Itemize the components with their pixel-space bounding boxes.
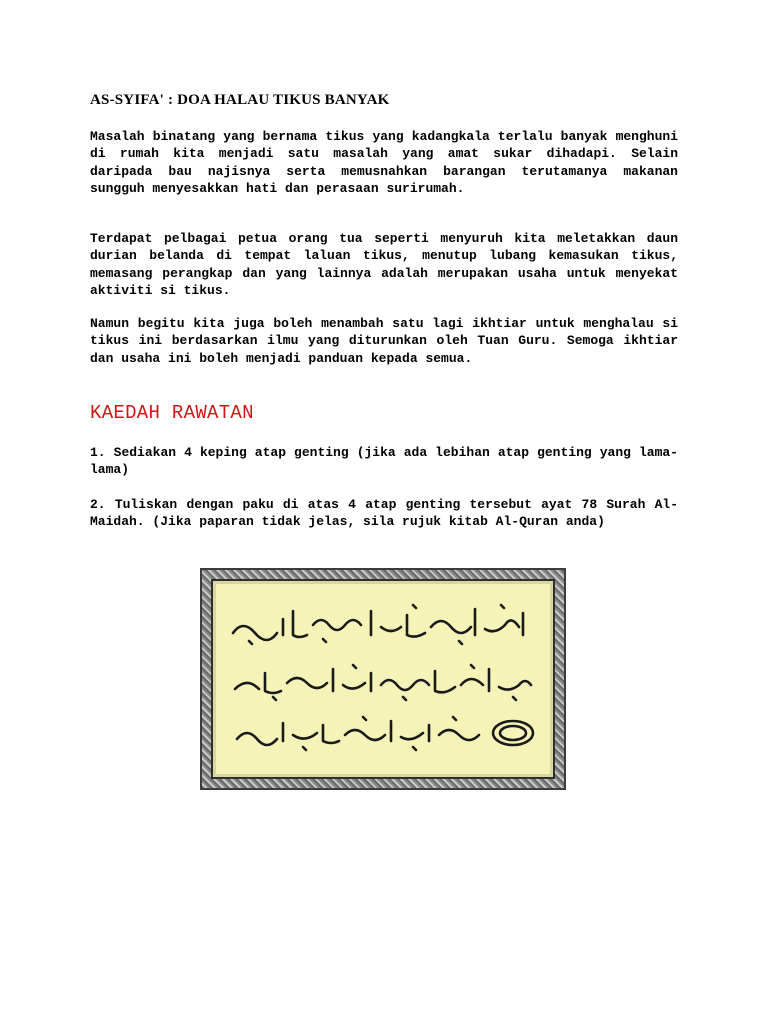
step-2: 2. Tuliskan dengan paku di atas 4 atap genting tersebut ayat 78 Surah Al-Maidah. (Jika paparan tidak jelas, sila rujuk kitab Al-Quran anda) [90, 497, 678, 530]
arabic-calligraphy-icon [213, 581, 553, 777]
section-heading: KAEDAH RAWATAN [90, 402, 254, 424]
intro-paragraph-3: Namun begitu kita juga boleh menambah satu lagi ikhtiar untuk menghalau si tikus ini berdasarkan ilmu yang diturunkan oleh Tuan Guru. Semoga ikhtiar dan usaha ini boleh menjadi panduan kepada semua. [90, 316, 678, 366]
document-title: AS-SYIFA' : DOA HALAU TIKUS BANYAK [90, 92, 390, 108]
step-1: 1. Sediakan 4 keping atap genting (jika ada lebihan atap genting yang lama-lama) [90, 445, 678, 478]
intro-paragraph-1: Masalah binatang yang bernama tikus yang kadangkala terlalu banyak menghuni di rumah kita menjadi satu masalah yang amat sukar dihadapi. Selain daripada bau najisnya serta memusnahkan barangan terutamanya makanan sungguh menyesakkan hati dan perasaan surirumah. [90, 129, 678, 196]
quran-verse-image [200, 568, 566, 790]
intro-paragraph-2: Terdapat pelbagai petua orang tua seperti menyuruh kita meletakkan daun durian belanda di tempat laluan tikus, menutup lubang kemasukan tikus, memasang perangkap dan yang lainnya adalah merupakan usaha untuk menyekat aktiviti si tikus. [90, 231, 678, 298]
verse-calligraphy-panel [211, 579, 555, 779]
